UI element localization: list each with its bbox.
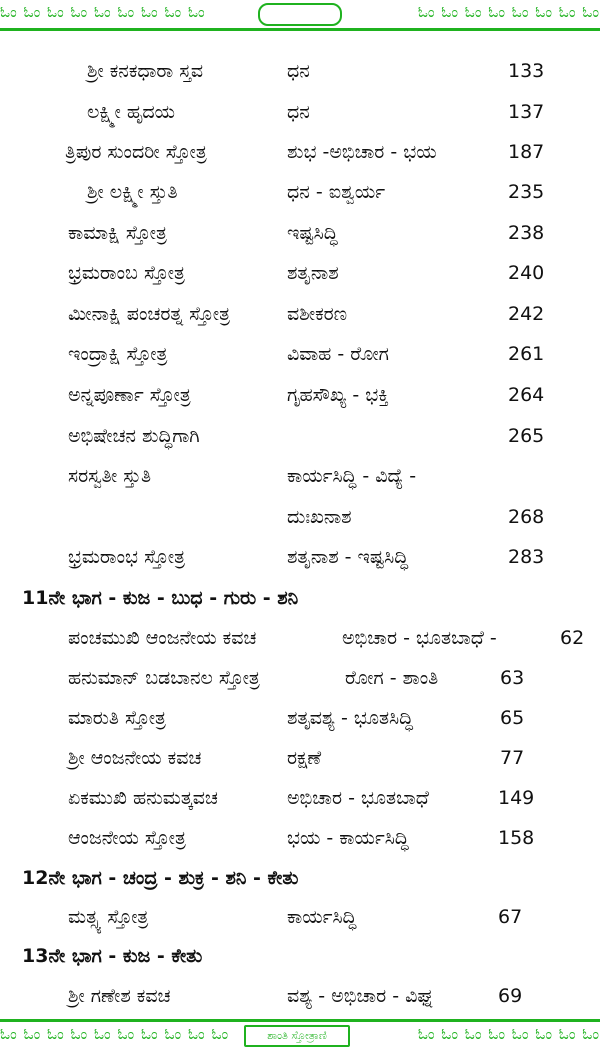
index-entry [0, 416, 600, 456]
entry-title: ಇಂದ್ರಾಕ್ಷಿ ಸ್ತೋತ್ರ [68, 343, 168, 365]
index-entry [0, 976, 600, 1016]
entry-page: 264 [508, 384, 545, 406]
entry-purpose: ಇಷ್ಟಸಿದ್ಧಿ [287, 222, 338, 244]
entry-purpose: ವಿವಾಹ - ರೋಗ [287, 343, 389, 365]
entry-page: 283 [508, 546, 545, 568]
index-entry [0, 818, 600, 858]
section-heading: 11ನೇ ಭಾಗ - ಕುಜ - ಬುಧ - ಗುರು - ಶನಿ [22, 587, 299, 609]
entry-title: ಅಭಿಷೇಚನ ಶುದ್ಧಿಗಾಗಿ [68, 425, 200, 447]
entry-purpose: ಅಭಿಚಾರ - ಭೂತಬಾಧೆ - [342, 627, 497, 649]
om-pattern-left: ಓಂ ಓಂ ಓಂ ಓಂ ಓಂ ಓಂ ಓಂ ಓಂ ಓಂ [0, 3, 206, 21]
entry-title: ಮಾರುತಿ ಸ್ತೋತ್ರ [68, 707, 166, 729]
entry-page: 265 [508, 425, 545, 447]
index-entry [0, 456, 600, 496]
index-entry [0, 294, 600, 334]
index-entry [0, 698, 600, 738]
entry-page: 69 [498, 985, 523, 1007]
entry-title: ಶ್ರೀ ಆಂಜನೇಯ ಕವಚ [68, 747, 202, 769]
entry-title: ಅನ್ನಪೂರ್ಣಾ ಸ್ತೋತ್ರ [68, 384, 191, 406]
entry-purpose: ಧನ - ಐಶ್ವರ್ಯ [287, 181, 386, 203]
entry-purpose: ಕಾರ್ಯಸಿದ್ಧಿ - ವಿದ್ಯೆ - [287, 465, 417, 487]
bottom-om-border [0, 1019, 600, 1050]
entry-page: 240 [508, 262, 545, 284]
index-entry [0, 658, 600, 698]
entry-page: 238 [508, 222, 545, 244]
entry-purpose: ವಶೀಕರಣ [287, 303, 348, 325]
entry-page: 261 [508, 343, 545, 365]
entry-purpose: ರಕ್ಷಣೆ [287, 747, 322, 769]
entry-purpose: ವಶ್ಯ - ಅಭಿಚಾರ - ವಿಘ್ನ [287, 985, 435, 1007]
index-entry [0, 334, 600, 374]
entry-title: ಭ್ರಮರಾಂಭ ಸ್ತೋತ್ರ [68, 546, 185, 568]
index-entry [0, 132, 600, 172]
entry-page: 242 [508, 303, 545, 325]
index-entry [0, 497, 600, 537]
entry-title: ಮತ್ಸ್ಯ ಸ್ತೋತ್ರ [68, 906, 149, 928]
entry-title: ಕಾಮಾಕ್ಷಿ ಸ್ತೋತ್ರ [68, 222, 167, 244]
entry-page: 268 [508, 506, 545, 528]
om-pattern-left: ಓಂ ಓಂ ಓಂ ಓಂ ಓಂ ಓಂ ಓಂ ಓಂ ಓಂ ಓಂ [0, 1025, 230, 1043]
entry-title: ಏಕಮುಖಿ ಹನುಮತ್ಕವಚ [68, 787, 218, 809]
top-om-border [0, 0, 600, 31]
entry-purpose: ಧನ [287, 60, 310, 82]
entry-purpose: ಶತೃನಾಶ [287, 262, 339, 284]
entry-purpose: ಶತೃವಶ್ಯ - ಭೂತಸಿದ್ಧಿ [287, 707, 413, 729]
index-entry [0, 537, 600, 577]
entry-page: 62 [560, 627, 585, 649]
entry-purpose: ಅಭಿಚಾರ - ಭೂತಬಾಧೆ [287, 787, 429, 809]
entry-title: ಭ್ರಮರಾಂಬ ಸ್ತೋತ್ರ [68, 262, 185, 284]
entry-page: 63 [500, 667, 525, 689]
index-entry [0, 618, 600, 658]
entry-page: 133 [508, 60, 545, 82]
entry-page: 65 [500, 707, 525, 729]
index-entry [0, 92, 600, 132]
index-entry [0, 51, 600, 91]
entry-purpose: ಕಾರ್ಯಸಿದ್ಧಿ [287, 906, 357, 928]
entry-purpose: ದುಃಖನಾಶ [287, 506, 352, 528]
entry-title: ಶ್ರೀ ಲಕ್ಷ್ಮೀ ಸ್ತುತಿ [87, 181, 178, 203]
entry-title: ಆಂಜನೇಯ ಸ್ತೋತ್ರ [68, 827, 186, 849]
section-heading: 12ನೇ ಭಾಗ - ಚಂದ್ರ - ಶುಕ್ರ - ಶನಿ - ಕೇತು [22, 867, 299, 889]
entry-page: 77 [500, 747, 525, 769]
entry-title: ಲಕ್ಷ್ಮೀ ಹೃದಯ [87, 101, 175, 123]
index-entry [0, 375, 600, 415]
entry-purpose: ಶತೃನಾಶ - ಇಷ್ಟಸಿದ್ಧಿ [287, 546, 409, 568]
entry-purpose: ಭಯ - ಕಾರ್ಯಸಿದ್ಧಿ [287, 827, 409, 849]
top-cartouche [258, 3, 342, 26]
entry-page: 149 [498, 787, 535, 809]
index-entry [0, 778, 600, 818]
index-entry [0, 897, 600, 937]
entry-purpose: ಶುಭ -ಅಭಿಚಾರ - ಭಯ [287, 141, 437, 163]
entry-title: ಪಂಚಮುಖಿ ಆಂಜನೇಯ ಕವಚ [68, 627, 257, 649]
entry-page: 187 [508, 141, 545, 163]
entry-purpose: ರೋಗ - ಶಾಂತಿ [345, 667, 439, 689]
entry-page: 67 [498, 906, 523, 928]
entry-page: 235 [508, 181, 545, 203]
entry-title: ಶ್ರೀ ಕನಕಧಾರಾ ಸ್ತವ [87, 60, 204, 82]
entry-title: ಹನುಮಾನ್ ಬಡಬಾನಲ ಸ್ತೋತ್ರ [68, 667, 260, 689]
entry-title: ಮೀನಾಕ್ಷಿ ಪಂಚರತ್ನ ಸ್ತೋತ್ರ [68, 303, 231, 325]
index-entry [0, 738, 600, 778]
entry-title: ಶ್ರೀ ಗಣೇಶ ಕವಚ [68, 985, 171, 1007]
entry-title: ಸರಸ್ವತೀ ಸ್ತುತಿ [68, 465, 152, 487]
entry-purpose: ಧನ [287, 101, 310, 123]
bottom-cartouche-label: ಶಾಂತಿ ಸ್ತೋತ್ರಾಣಿ [244, 1025, 350, 1047]
om-pattern-right: ಓಂ ಓಂ ಓಂ ಓಂ ಓಂ ಓಂ ಓಂ ಓಂ [417, 1025, 600, 1043]
index-entry [0, 213, 600, 253]
section-heading: 13ನೇ ಭಾಗ - ಕುಜ - ಕೇತು [22, 945, 203, 967]
entry-title: ತ್ರಿಪುರ ಸುಂದರೀ ಸ್ತೋತ್ರ [65, 141, 207, 163]
entry-page: 158 [498, 827, 535, 849]
entry-purpose: ಗೃಹಸೌಖ್ಯ - ಭಕ್ತಿ [287, 384, 389, 406]
index-entry [0, 172, 600, 212]
index-entry [0, 253, 600, 293]
om-pattern-right: ಓಂ ಓಂ ಓಂ ಓಂ ಓಂ ಓಂ ಓಂ ಓಂ [417, 3, 600, 21]
entry-page: 137 [508, 101, 545, 123]
